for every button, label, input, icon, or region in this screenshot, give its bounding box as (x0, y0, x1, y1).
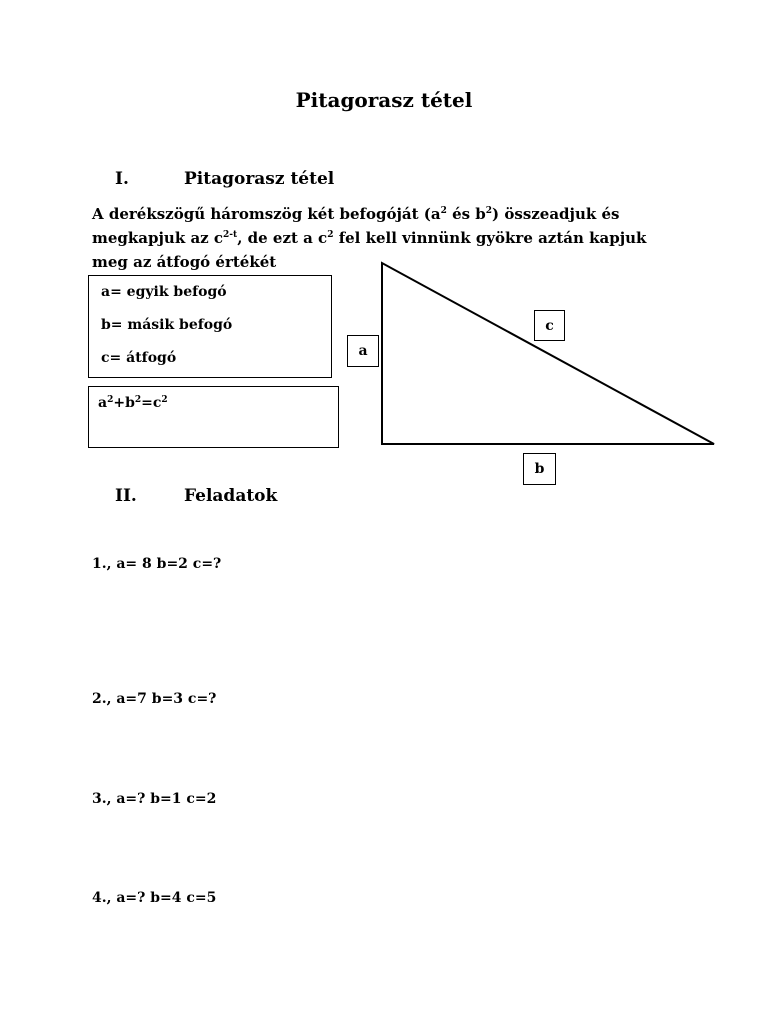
superscript: 2 (161, 395, 168, 405)
superscript: 2 (107, 395, 114, 405)
definition-b: b= másik befogó (101, 317, 233, 333)
task-4: 4., a=? b=4 c=5 (92, 890, 217, 906)
description-text: A derékszögű háromszög két befogóját (a (92, 205, 441, 223)
description-text: fel kell vinnünk gyökre aztán kapjuk meg az átfogó értékét (92, 229, 647, 271)
label-b-box (523, 453, 556, 485)
superscript: 2 (134, 395, 142, 405)
formula-part: =c (141, 395, 162, 411)
label-a-box (347, 335, 379, 367)
page-title: Pitagorasz tétel (295, 88, 473, 112)
formula-part: a (98, 395, 108, 411)
superscript: 2 (485, 206, 493, 216)
section-1-title: Pitagorasz tétel (184, 169, 335, 189)
task-3: 3., a=? b=1 c=2 (92, 791, 217, 807)
description-text: ) összeadjuk és megkapjuk az c (92, 205, 620, 247)
superscript: 2-t (223, 230, 238, 240)
label-b: b (534, 461, 545, 477)
superscript: 2 (440, 206, 447, 216)
right-triangle (382, 263, 714, 444)
definition-a: a= egyik befogó (101, 284, 227, 300)
description-text: , de ezt a c (237, 229, 328, 247)
task-1: 1., a= 8 b=2 c=? (92, 556, 222, 572)
superscript: 2 (327, 230, 334, 240)
description-text: és b (446, 205, 486, 223)
label-c-box (534, 310, 565, 341)
task-2: 2., a=7 b=3 c=? (92, 691, 217, 707)
label-a: a (358, 343, 368, 359)
section-2-number: II. (115, 486, 137, 506)
section-1-number: I. (115, 169, 129, 189)
label-c: c (545, 318, 554, 334)
definition-c: c= átfogó (101, 350, 177, 366)
section-2-title: Feladatok (184, 486, 278, 506)
formula-part: +b (113, 395, 135, 411)
